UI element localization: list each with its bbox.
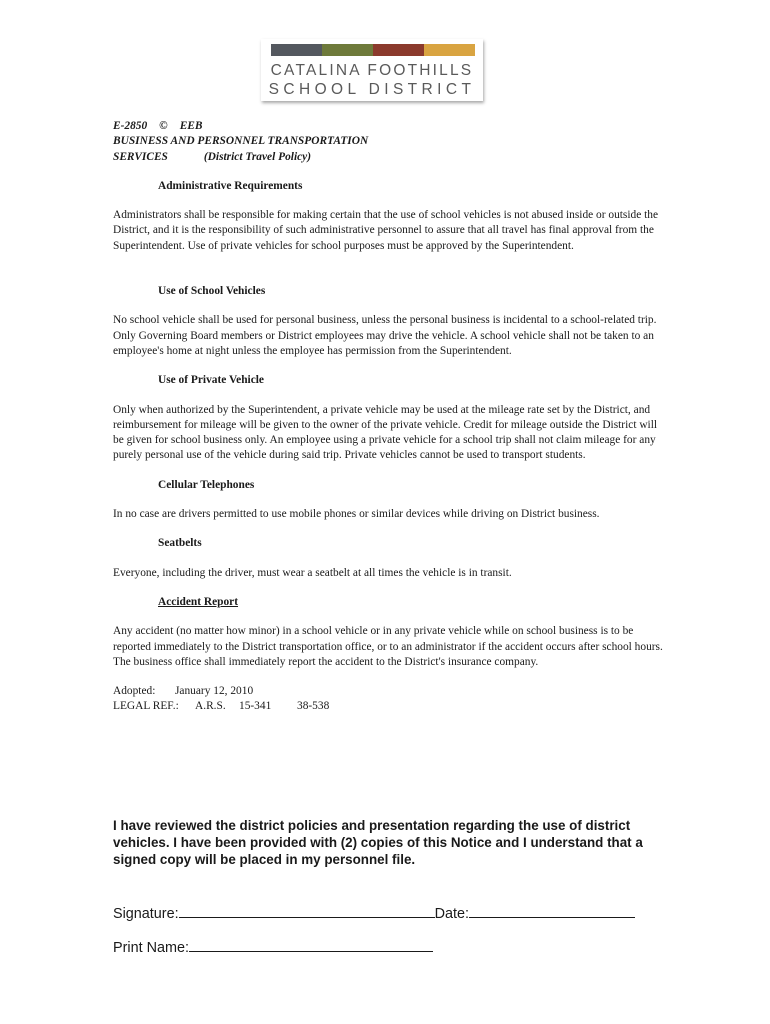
policy-title: BUSINESS AND PERSONNEL TRANSPORTATION <box>113 135 369 148</box>
section-body: Administrators shall be responsible for making certain that the use of school vehicles is not abused inside or outside the District, and it is the responsibility of such administrative personnel to assure that all travel has final approval from the Superintendent. Use of private vehicles for school purposes must be approved by the Superintendent. <box>113 209 659 252</box>
district-logo <box>261 39 483 101</box>
section-body: In no case are drivers permitted to use mobile phones or similar devices while driving on District business. <box>113 508 600 521</box>
logo-text-line1: CATALINA FOOTHILLS <box>270 62 474 79</box>
section-body: Everyone, including the driver, must wear a seatbelt at all times the vehicle is in transit. <box>113 566 512 579</box>
signature-label: Signature: <box>113 906 179 922</box>
policy-title-services: SERVICES <box>113 150 168 163</box>
logo-text-line2: SCHOOL DISTRICT <box>268 81 476 98</box>
section-heading: Administrative Requirements <box>158 179 303 192</box>
copyright-mark: © <box>159 120 168 132</box>
logo-bar <box>271 44 322 56</box>
legal-ref-line <box>113 699 663 714</box>
policy-code: E-2850 <box>113 120 148 132</box>
legal-ref-1: 15-341 <box>239 700 272 713</box>
signature-field[interactable] <box>179 903 435 918</box>
section-body: No school vehicle shall be used for personal business, unless the personal business is incidental to a school-related trip. Only Governing Board members or District employees may drive the vehicle. A school vehicle shall not be taken to an employee's home at night unless the employee has permission from the Superintendent. <box>113 314 657 357</box>
date-field[interactable] <box>469 903 635 918</box>
logo-bar <box>373 44 424 56</box>
print-name-row <box>113 937 433 957</box>
print-name-field[interactable] <box>189 937 433 952</box>
section-body: Any accident (no matter how minor) in a school vehicle or in any private vehicle while on school business is to be reported immediately to the District transportation office, or to an administrator if the accident occurs after school hours. The business office shall immediately report the accident to the District's insurance company. <box>113 625 663 668</box>
section-heading: Seatbelts <box>158 537 202 550</box>
policy-title-travel: (District Travel Policy) <box>203 150 312 163</box>
acknowledgement-notice: I have reviewed the district policies and presentation regarding the use of district vehicles. I have been provided with (2) copies of this Notice and I understand that a signed copy will be placed in my personnel file. <box>113 818 643 867</box>
section-heading: Use of Private Vehicle <box>158 374 264 387</box>
print-name-label: Print Name: <box>113 940 189 956</box>
policy-code-line <box>113 119 663 134</box>
adopted-label: Adopted: <box>113 685 156 698</box>
section-heading: Accident Report <box>158 595 239 608</box>
logo-color-bars <box>271 44 475 56</box>
section-heading: Cellular Telephones <box>158 478 255 491</box>
adopted-line <box>113 684 663 699</box>
section-body: Only when authorized by the Superintendent, a private vehicle may be used at the mileage rate set by the District, and reimbursement for mileage will be given to the owner of the private vehicle. Credit for mileage outside the District will be given for school business only. An employee using a private vehicle for a school trip shall not claim mileage for any purely personal use of the vehicle during said trip. Private vehicles cannot be used to transport students. <box>113 403 658 462</box>
legal-ref-ars: A.R.S. <box>195 700 226 713</box>
section-heading: Use of School Vehicles <box>158 285 266 298</box>
legal-ref-2: 38-538 <box>297 700 330 713</box>
logo-bar <box>424 44 475 56</box>
logo-bar <box>322 44 373 56</box>
date-label: Date: <box>434 906 470 922</box>
policy-document <box>113 119 663 715</box>
legal-ref-label: LEGAL REF.: <box>113 700 179 713</box>
policy-eeb: EEB <box>179 120 203 132</box>
adopted-date: January 12, 2010 <box>175 685 254 698</box>
policy-subtitle <box>113 150 663 165</box>
signature-row <box>113 903 635 923</box>
